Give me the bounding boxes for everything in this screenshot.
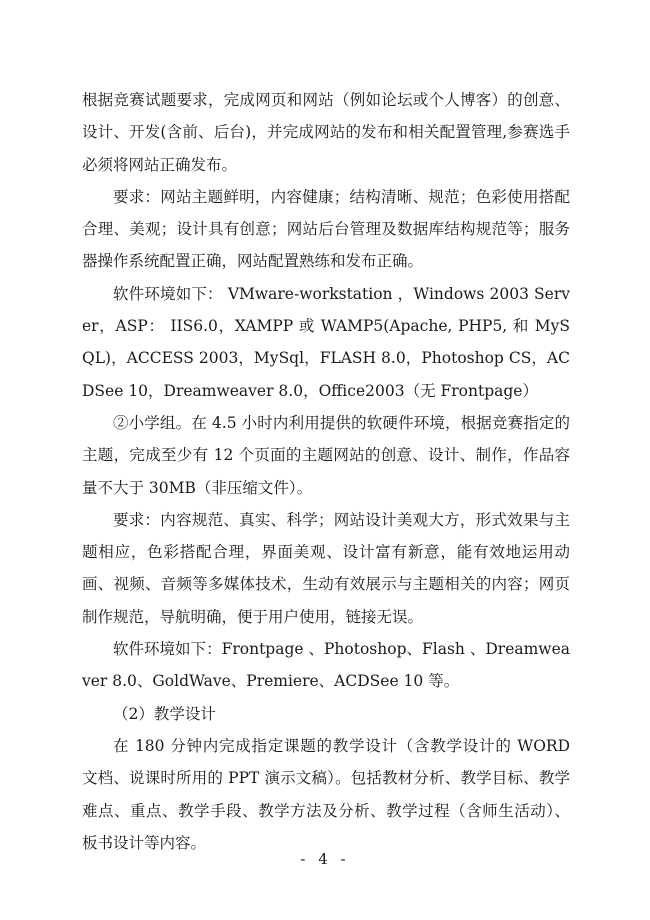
paragraph-requirements-primary: 要求：内容规范、真实、科学；网站设计美观大方，形式效果与主题相应，色彩搭配合理，界面美观、设计富有新意，能有效地运用动画、视频、音频等多媒体技术，生动有效展示与主题相关的内容；网页制作规范，导航明确，便于用户使用，链接无误。 bbox=[82, 510, 570, 626]
paragraph-primary-group: ②小学组。在 4.5 小时内利用提供的软硬件环境，根据竞赛指定的主题，完成至少有 12 个页面的主题网站的创意、设计、制作，作品容量不大于 30MB（非压缩文件）。 bbox=[82, 413, 570, 497]
paragraph-website-task: 根据竞赛试题要求，完成网页和网站（例如论坛或个人博客）的创意、设计、开发(含前、后台)，并完成网站的发布和相关配置管理,参赛选手必须将网站正确发布。 bbox=[82, 91, 570, 174]
paragraph-requirements-secondary: 要求：网站主题鲜明，内容健康；结构清晰、规范；色彩使用搭配合理、美观；设计具有创意；网站后台管理及数据库结构规范等；服务器操作系统配置正确，网站配置熟练和发布正确。 bbox=[82, 187, 570, 271]
paragraph-teaching-design: 在 180 分钟内完成指定课题的教学设计（含教学设计的 WORD 文档、说课时所用的 PPT 演示文稿）。包括教材分析、教学目标、教学难点、重点、教学手段、教学方法及分析、教学过程（含师生活动）、板书设计等内容。 bbox=[82, 736, 570, 852]
page-number: - 4 - bbox=[300, 850, 350, 868]
paragraph-software-env-secondary: 软件环境如下： VMware-workstation ，Windows 2003 Server，ASP： IIS6.0，XAMPP 或 WAMP5(Apache, PHP5, 和 MySQL)，ACCESS 2003，MySql，FLASH 8.0，Photoshop CS，ACDSee 10，Dreamweaver 8.0，Office2003（无 Frontpage） bbox=[82, 284, 570, 400]
section-heading-teaching-design: （2）教学设计 bbox=[113, 704, 216, 723]
paragraph-software-env-primary: 软件环境如下：Frontpage 、Photoshop、Flash 、Dreamweaver 8.0、GoldWave、Premiere、ACDSee 10 等。 bbox=[82, 640, 570, 691]
body-text bbox=[82, 84, 570, 859]
